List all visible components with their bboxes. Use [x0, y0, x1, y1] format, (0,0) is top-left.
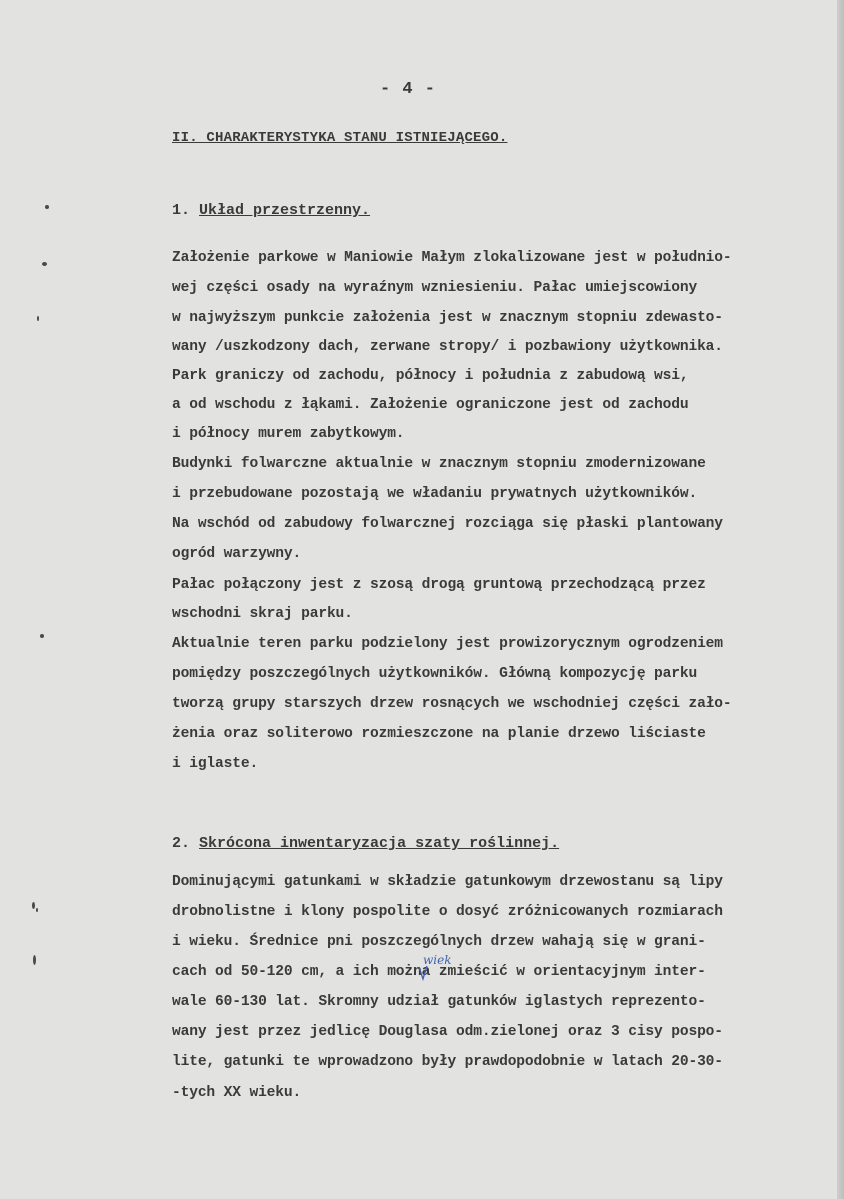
- text-line: i wieku. Średnice pni poszczególnych drzew wahają się w grani-: [172, 934, 706, 950]
- page-number: - 4 -: [380, 80, 437, 99]
- margin-speck: [36, 908, 38, 912]
- section-1-title: Układ przestrzenny.: [199, 202, 371, 219]
- margin-speck: [40, 634, 44, 638]
- section-2-title: Skrócona inwentaryzacja szaty roślinnej.: [199, 835, 560, 852]
- margin-speck: [42, 262, 47, 266]
- chapter-heading: II. CHARAKTERYSTYKA STANU ISTNIEJĄCEGO.: [172, 130, 508, 146]
- section-1-number: 1.: [172, 202, 191, 219]
- margin-speck: [33, 955, 36, 965]
- text-line: -tych XX wieku.: [172, 1085, 302, 1101]
- text-line: drobnolistne i klony pospolite o dosyć zróżnicowanych rozmiarach: [172, 904, 723, 920]
- text-line: pomiędzy poszczególnych użytkowników. Główną kompozycję parku: [172, 666, 698, 682]
- text-line: Założenie parkowe w Maniowie Małym zlokalizowane jest w południo-: [172, 250, 732, 266]
- text-line: wany jest przez jedlicę Douglasa odm.zielonej oraz 3 cisy pospo-: [172, 1024, 723, 1040]
- section-1-heading: [172, 202, 370, 219]
- page-edge-shadow: [837, 0, 844, 1199]
- text-line: i iglaste.: [172, 756, 259, 772]
- margin-speck: [45, 205, 49, 209]
- text-line: w najwyższym punkcie założenia jest w znacznym stopniu zdewasto-: [172, 310, 723, 326]
- text-line: Aktualnie teren parku podzielony jest prowizorycznym ogrodzeniem: [172, 636, 723, 652]
- text-line: i północy murem zabytkowym.: [172, 426, 405, 442]
- text-line: ogród warzywny.: [172, 546, 302, 562]
- text-line: Pałac połączony jest z szosą drogą gruntową przechodzącą przez: [172, 577, 706, 593]
- text-line: cach od 50-120 cm, a ich można zmieścić w orientacyjnym inter-: [172, 964, 706, 980]
- margin-speck: [32, 902, 35, 909]
- handwritten-insert: wiek: [423, 953, 452, 967]
- text-line: i przebudowane pozostają we władaniu prywatnych użytkowników.: [172, 486, 698, 502]
- section-2-heading: [172, 835, 559, 852]
- text-line: Dominującymi gatunkami w składzie gatunkowym drzewostanu są lipy: [172, 874, 723, 890]
- text-line: żenia oraz soliterowo rozmieszczone na planie drzewo liściaste: [172, 726, 706, 742]
- text-line: tworzą grupy starszych drzew rosnących we wschodniej części zało-: [172, 696, 732, 712]
- text-line: lite, gatunki te wprowadzono były prawdopodobnie w latach 20-30-: [172, 1054, 723, 1070]
- text-line: Na wschód od zabudowy folwarcznej rozciąga się płaski plantowany: [172, 516, 723, 532]
- text-line: wschodni skraj parku.: [172, 606, 353, 622]
- text-line: wany /uszkodzony dach, zerwane stropy/ i pozbawiony użytkownika.: [172, 339, 723, 355]
- text-line: Park graniczy od zachodu, północy i południa z zabudową wsi,: [172, 368, 689, 384]
- section-2-number: 2.: [172, 835, 191, 852]
- text-line: wale 60-130 lat. Skromny udział gatunków iglastych reprezento-: [172, 994, 706, 1010]
- insertion-caret-icon: [418, 965, 428, 981]
- text-line: a od wschodu z łąkami. Założenie ograniczone jest od zachodu: [172, 397, 689, 413]
- text-line: wej części osady na wyraźnym wzniesieniu. Pałac umiejscowiony: [172, 280, 698, 296]
- margin-speck: [37, 316, 39, 321]
- text-line: Budynki folwarczne aktualnie w znacznym stopniu zmodernizowane: [172, 456, 706, 472]
